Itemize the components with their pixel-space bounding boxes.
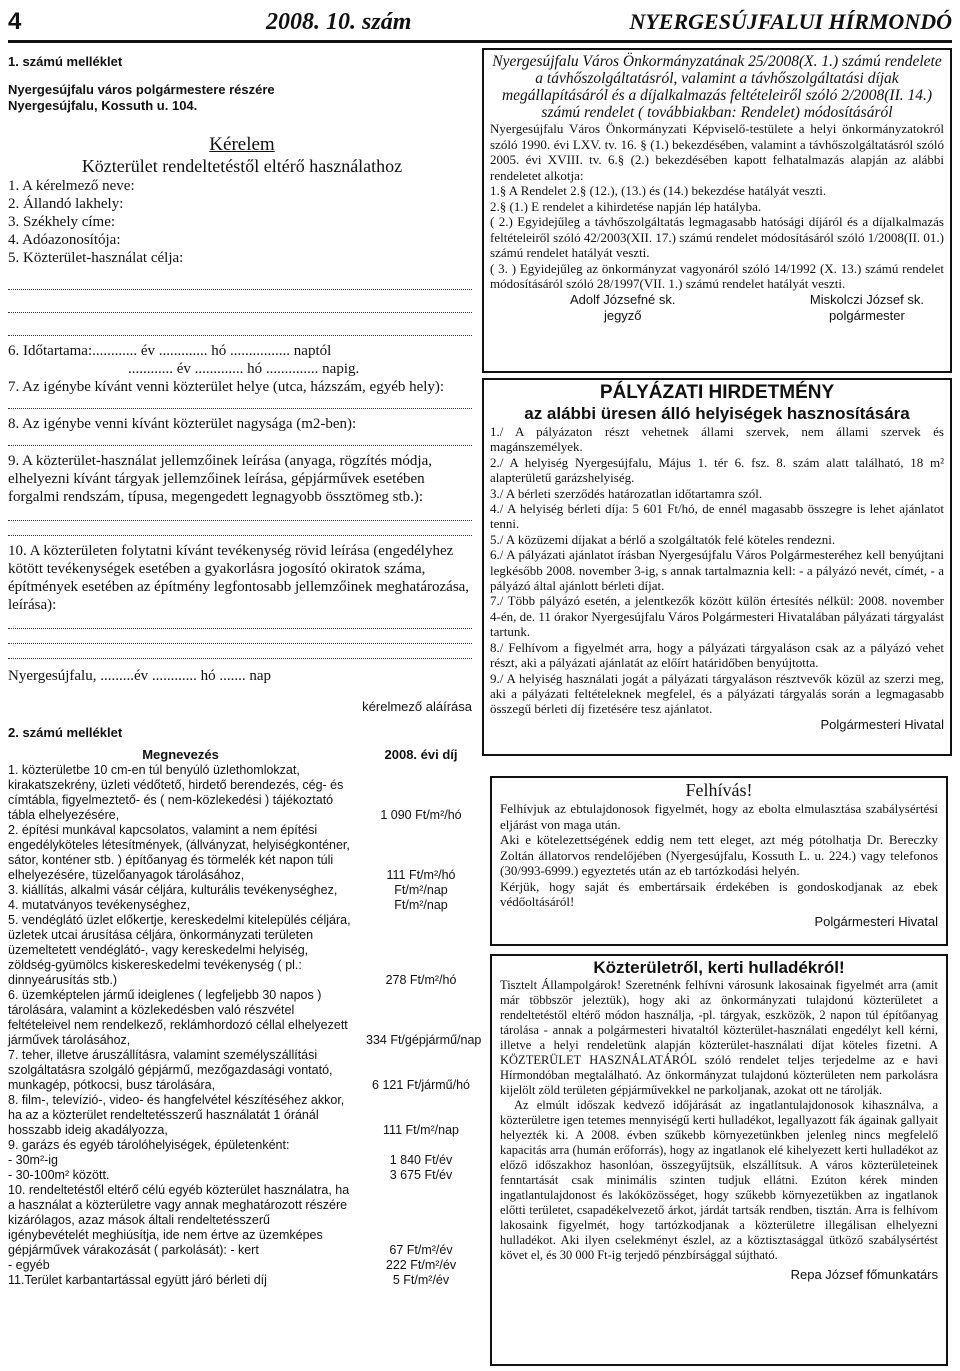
- tender-item: 4./ A helyiség bérleti díja: 5 601 Ft/hó, de ennél magasabb összegre is lehet ajánlatot tenni.: [490, 501, 944, 532]
- place-date-line: Nyergesújfalu, .........év ............ hó ....... nap: [8, 668, 272, 684]
- request-title: Kérelem: [209, 134, 275, 155]
- fill-line: [8, 313, 472, 336]
- dog-notice-box: [490, 776, 948, 946]
- notice-para: Felhívjuk az ebtulajdonosok figyelmét, hogy az ebolta elmulasztása szabálysértési eljárást von maga után.: [500, 801, 938, 832]
- fee-row: [8, 883, 476, 898]
- tender-item: 3./ A bérleti szerződés határozatlan időtartamra szól.: [490, 485, 763, 501]
- question-9: 9. A közterület-használat jellemzőinek leírása (anyaga, rögzítés módja, elhelyezni kívánt tárgyak jellemzőinek leírása, gépjárművek esetében forgalmi rendszám, típusa, megengedett legnagyobb össztömeg stb.):: [8, 453, 432, 505]
- signer-mayor-name: Miskolczi József sk.: [809, 291, 924, 307]
- fee-row-amount: 111 Ft/m²/hó: [386, 868, 456, 882]
- question-10: 10. A közterületen folytatni kívánt tevékenység rövid leírása (engedélyhez kötött tevékenységek esetében a gyakorlásra jogosító okiratok száma, építmények esetében az építmény legfontosabb jellemzőinek meghatározása, leírása):: [8, 543, 470, 613]
- annex1-label: 1. számú melléklet: [8, 54, 123, 69]
- notice-title: Felhívás!: [685, 780, 753, 800]
- fee-row-amount: 1 840 Ft/év: [389, 1153, 453, 1167]
- fill-line: [8, 290, 472, 313]
- form-item: 1. A kérelmező neve:: [8, 178, 135, 194]
- signer-mayor-role: polgármester: [828, 307, 905, 323]
- form-item: 5. Közterület-használat célja:: [8, 250, 184, 266]
- waste-notice-box: [490, 954, 948, 1366]
- fee-row-amount: 6 121 Ft/jármű/hó: [372, 1078, 470, 1092]
- fee-row-description: 6. üzemképtelen jármű ideiglenes ( legfeljebb 30 napos ) tárolására, valamint a közlekedésben való részvétel feltételeivel nem rendelkező, reklámhordozó céllal elhelyezett járművek tárolásához,: [8, 988, 348, 1047]
- fee-row-description: 1. közterületbe 10 cm-en túl benyúló üzlethomlokzat, kirakatszekrény, üzleti védőtető, hirdető berendezés, cég- és címtábla, figyelmeztető- és ( nem-közlekedési ) tájékoztató tábla elhelyezésére,: [8, 763, 344, 822]
- decree-box: [482, 48, 952, 373]
- decree-para: 1.§ A Rendelet 2.§ (12.), (13.) és (14.) bekezdése hatályát veszti.: [490, 183, 827, 198]
- decree-para: Nyergesújfalu Város Önkormányzati Képviselő-testülete a helyi önkormányzatokról szóló 1990. évi LXV. tv. 16. § (1.) bekezdésében, valamint a távhőszolgáltatásról szóló 2005. évi XVIII. tv. 6.§ (2.) bekezdésében kapott felhatalmazás alapján az alábbi rendeletet alkotja:: [490, 121, 944, 183]
- fill-line: [8, 521, 472, 536]
- fee-row: [8, 913, 476, 988]
- decree-heading: Nyergesújfalu Város Önkormányzatának 25/2008(X. 1.) számú rendelete a távhőszolgáltatásról, valamint a távhőszolgáltatási díjak megállapításáról és a díjalkalmazás feltételeiről szóló 2/2008(II. 14.) számú rendelet ( továbbiakban: Rendelet) módosításáról: [492, 53, 942, 121]
- fee-row-description: 9. garázs és egyéb tárolóhelyiségek, épületenként:: [8, 1138, 290, 1152]
- fee-row-amount: 3 675 Ft/év: [389, 1168, 453, 1182]
- fee-row-amount: 278 Ft/m²/hó: [385, 973, 457, 987]
- fill-line: [8, 267, 472, 290]
- decree-body: [490, 121, 944, 292]
- decree-signatures: [490, 292, 944, 324]
- fee-row: [8, 763, 476, 823]
- fee-row-amount: 111 Ft/m²/nap: [383, 1123, 459, 1137]
- fee-row: [8, 1168, 476, 1183]
- tender-title: PÁLYÁZATI HIRDETMÉNY: [599, 382, 835, 403]
- fee-row-description: 10. rendeltetéstől eltérő célú egyéb közterület használatra, ha a használat a közterületre vagy annak meghatározott részére kizárólagos, azaz mások általi rendeltetésszerű igénybevételét meghiúsítja, ide nem értve az üzemképes gépjárművek várakozását ( parkolását): - kert: [8, 1183, 350, 1257]
- fill-line: [8, 433, 472, 446]
- waste-para: Tisztelt Állampolgárok! Szeretnénk felhívni városunk lakosainak figyelmét arra (amit már többször jeleztük), hogy aki az önkormányzati tulajdonú közterületet a rendeltetéstől eltérő módon használja, -pl. tárgyak, eszközök, 2 napon túl építőanyag tárolása - annak a polgármesteri hivataltól közterület-használati engedélyt kell kérni, illetve a helyi rendeletünk alapján közterület-használati díjat köteles fizetni. A KÖZTERÜLET HASZNÁLATÁRÓL szóló rendelet teljes terjedelme az e havi Hírmondóban megtalálható. Az önkormányzat tulajdonú közterületen nem parkolásra kijelölt zöld területen gépjárművekkel ne parkoljanak, azokat ott ne tárolják.: [500, 978, 938, 1097]
- notice-para: Kérjük, hogy saját és embertársaik érdekében is gondoskodjanak az ebek védőoltásáról!: [500, 878, 938, 909]
- annex2-label: 2. számú melléklet: [8, 725, 123, 740]
- decree-para: 2.§ (1.) E rendelet a kihirdetése napján lép hatályba.: [490, 198, 762, 214]
- fee-row-description: 8. film-, televízió-, video- és hangfelvétel készítéséhez akkor, ha az a közterület rendeltetésszerű használatát 1 óránál hosszabb ideig akadályozza,: [8, 1093, 345, 1137]
- waste-body: [500, 978, 938, 1263]
- fee-row-amount: 334 Ft/gépjármű/nap: [366, 1033, 482, 1047]
- fee-row-amount: 222 Ft/m²/év: [385, 1258, 457, 1272]
- fee-row: [8, 898, 476, 913]
- fill-line: [8, 396, 472, 409]
- duration-line2: ............ év ............. hó .............. napig.: [128, 361, 360, 377]
- fill-line: [8, 629, 472, 644]
- fee-row-amount: 67 Ft/m²/év: [389, 1243, 453, 1257]
- tender-signature: Polgármesteri Hivatal: [820, 716, 944, 732]
- fee-table: [8, 763, 482, 1288]
- fee-row: [8, 1138, 476, 1153]
- request-subtitle: Közterület rendeltetéstől eltérő használathoz: [81, 156, 403, 176]
- fee-row: [8, 1183, 476, 1258]
- notice-body: [500, 801, 938, 910]
- tender-item: 6./ A pályázati ajánlatot írásban Nyergesújfalu Város Polgármesteréhez kell benyújtani legkésőbb 2008. november 3-ig, s annak tartalmaznia kell: - a pályázó nevét, címét, - a pályázó által ajánlott bérleti díjat.: [490, 547, 944, 594]
- addressee-line2: Nyergesújfalu, Kossuth u. 104.: [8, 98, 198, 113]
- page-header: [8, 4, 952, 43]
- tender-item: 7./ Több pályázó esetén, a jelentkezők között külön értesítés nélkül: 2008. november 4-én, de. 11 órakor Nyergesújfalu Város Polgármesteri Hivatalában pályázati tárgyalást tartunk.: [490, 593, 945, 640]
- signer-notary-name: Adolf Józsefné sk.: [570, 291, 676, 307]
- col-name-header: Megnevezés: [142, 747, 219, 762]
- newspaper-title: NYERGESÚJFALUI HÍRMONDÓ: [629, 9, 952, 34]
- fee-row-amount: Ft/m²/nap: [394, 883, 448, 897]
- fee-row-amount: 5 Ft/m²/év: [392, 1273, 450, 1287]
- fill-line: [8, 614, 472, 629]
- fee-row-description: 2. építési munkával kapcsolatos, valamint a nem építési engedélyköteles létesítmények, (állványzat, helyiségkonténer, sátor, konténer stb. ) építőanyag és törmelék két napon túli elhelyezésére, tüzelőanyagok tárolásához,: [8, 823, 350, 882]
- left-column: [8, 50, 482, 1365]
- fill-line: [8, 506, 472, 521]
- fee-row: [8, 1093, 476, 1138]
- fee-row-amount: Ft/m²/nap: [394, 898, 448, 912]
- addressee-line1: Nyergesújfalu város polgármestere részére: [8, 82, 275, 97]
- fill-line: [8, 644, 472, 659]
- fee-row: [8, 1273, 476, 1288]
- question-8: 8. Az igénybe venni kívánt közterület nagysága (m2-ben):: [8, 416, 357, 432]
- tender-items: [490, 424, 944, 717]
- tender-item: 9./ A helyiség használati jogát a pályázati tárgyaláson résztvevők közül az szerzi meg, aki a pályázati feltételeknek megfelel, és a pályázati tárgyalás során a legmagasabb összegű bérleti díj fizetésére tesz ajánlatot.: [490, 670, 944, 717]
- fee-row: [8, 823, 476, 883]
- fee-row-description: - 30-100m² között.: [8, 1168, 110, 1182]
- fee-row-description: 3. kiállítás, alkalmi vásár céljára, kulturális tevékenységhez,: [8, 883, 338, 897]
- fee-row-amount: 1 090 Ft/m²/hó: [380, 808, 462, 822]
- tender-item: 8./ Felhívom a figyelmét arra, hogy a pályázati tárgyaláson csak az a pályázó vehet részt, aki a pályázati ajánlatát az előírt határidőben benyújtotta.: [490, 639, 944, 671]
- fee-row: [8, 1258, 476, 1273]
- waste-para: Az elmúlt időszak kedvező időjárását az ingatlantulajdonosok kihasználva, a közterületre igen tetemes mennyiségű kerti hulladékot, legallyazott fák ágainak gallyait helyezték ki. A 2008. évben szűkebb környezetünkben jelenleg nincs megfelelő kapacitás arra (humán erőforrás), hogy az ingatlanok elé kihelyezett kerti hulladékot az előző időszakhoz hasonlóan, összegyűjtsük, elszállítsuk. A város közterületeinek fenntartását csak minimális szinten tudjuk ellátni. Ezúton kérek minden ingatlantulajdonost és lakóközösséget, hogy szűkebb környezetükben az ingatlanok előtti területet, csapadékelvezető árkot, járdát tartsák rendben, tisztán. Arra is felhívom lakosaink figyelmét, hogy tartózkodjanak a közterületre illegálisan elhelyezni hulladékot. Aki ilyen cselekményt észlel, az a köztisztasággal ütköző szabálysértést követ el, és 30 000 Ft-ig terjedő pénzbírsággal sújtható.: [500, 1098, 938, 1262]
- fee-row: [8, 988, 482, 1048]
- fee-row-description: 7. teher, illetve áruszállításra, valamint személyszállítási szolgáltatásra szolgáló gépjármű, mezőgazdasági vontató, munkagép, pótkocsi, busz tárolására,: [8, 1048, 333, 1092]
- issue-label: 2008. 10. szám: [266, 8, 412, 35]
- form-item: 4. Adóazonosítója:: [8, 232, 121, 248]
- form-item: 3. Székhely címe:: [8, 214, 116, 230]
- decree-para: ( 2.) Egyidejűleg a távhőszolgáltatás legmagasabb hatósági díjáról és a díjalkalmazás feltételeiről szóló 42/2003(XII. 17.) számú rendelet módosításáról szóló 1/2008(II. 01.) számú rendelet hatályát veszti.: [490, 214, 944, 260]
- fee-row: [8, 1048, 476, 1093]
- tender-box: [482, 378, 952, 756]
- tender-item: 5./ A közüzemi díjakat a bérlő a szolgáltatók felé köteles rendezni.: [490, 531, 836, 547]
- fee-row-description: - egyéb: [8, 1258, 50, 1272]
- fee-row-description: 5. vendéglátó üzlet előkertje, kereskedelmi kitelepülés céljára, üzletek utcai árusítása céljára, önkormányzati területen üzemeltetett vendéglátó-, vagy kereskedelmi helyiség, zöldség-gyümölcs kiskereskedelmi tevékenység ( pl.: dinnyeárusítás stb.): [8, 913, 351, 987]
- fee-row-description: 4. mutatványos tevékenységhez,: [8, 898, 191, 912]
- tender-item: 2./ A helyiség Nyergesújfalu, Május 1. tér 6. fsz. 8. szám alatt található, 18 m² alapterületű garázshelyiség.: [490, 454, 944, 486]
- fee-row-description: 11.Terület karbantartással együtt járó bérleti díj: [8, 1273, 267, 1287]
- tender-subtitle: az alábbi üresen álló helyiségek hasznosítására: [524, 404, 910, 423]
- waste-title: Közterületről, kerti hulladékról!: [593, 958, 845, 977]
- tender-item: 1./ A pályázaton részt vehetnek állami szervek, nem állami szervek és magánszemélyek.: [490, 424, 944, 455]
- signature-label: kérelmező aláírása: [362, 699, 472, 714]
- fee-table-header: [8, 747, 476, 763]
- decree-para: ( 3. ) Egyidejűleg az önkormányzat vagyonáról szóló 14/1992 (X. 13.) számú rendelet módosításáról szóló 28/1997(VII. 1.) számú rendelet hatályát veszti.: [490, 260, 944, 291]
- signer-notary-role: jegyző: [603, 307, 642, 323]
- form-items: [8, 177, 476, 267]
- notice-signature: Polgármesteri Hivatal: [814, 913, 938, 929]
- fee-row-description: - 30m²-ig: [8, 1153, 59, 1167]
- page-number: 4: [8, 8, 22, 35]
- fee-row: [8, 1153, 476, 1168]
- form-item: 2. Állandó lakhely:: [8, 196, 124, 212]
- waste-signature: Repa József főmunkatárs: [790, 1267, 938, 1282]
- duration-line1: 6. Időtartama:............ év ............. hó ................ naptól: [8, 343, 332, 359]
- col-fee-header: 2008. évi díj: [384, 747, 458, 762]
- notice-para: Aki e kötelezettségének eddig nem tett eleget, azt még pótolhatja Dr. Bereczky Zoltán állatorvos rendelőjében (Nyergesújfalu, Kossuth L. u. 224.) vagy telefonos (30/993-6999.) egyeztetés után az eb tartózkodási helyén.: [500, 832, 938, 878]
- question-7: 7. Az igénybe kívánt venni közterület helye (utca, házszám, egyéb hely):: [8, 379, 445, 395]
